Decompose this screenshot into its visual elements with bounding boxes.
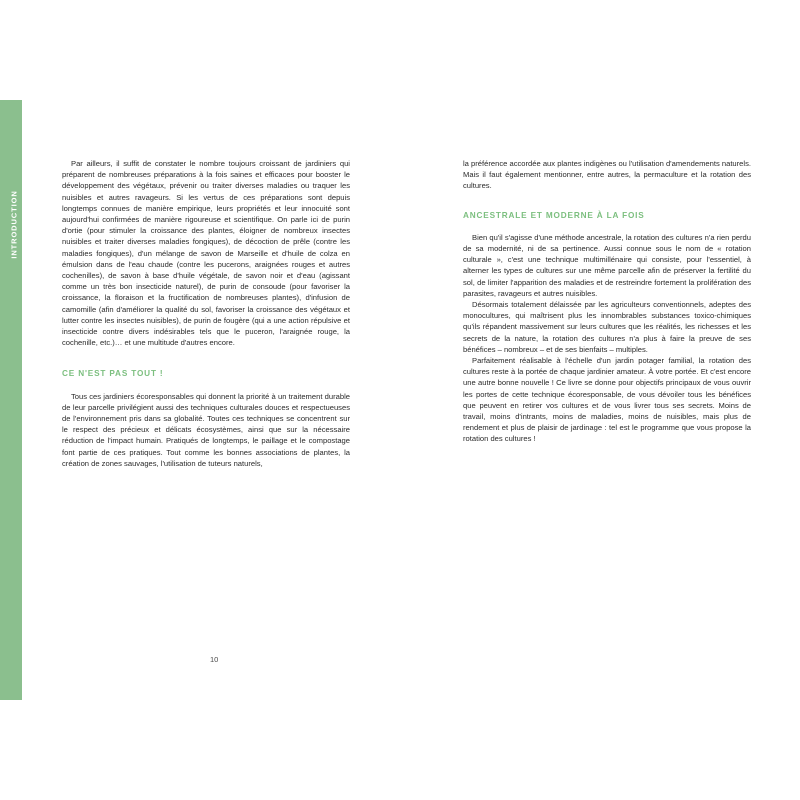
paragraph: Désormais totalement délaissée par les agriculteurs conventionnels, adeptes des monocultures, qui maîtrisent plus les innombrables substances toxico-chimiques qu'ils répandent massivement sur leurs cultures que les réalités, les richesses et les secrets de la nature, la rotation des cultures n'a plus à faire la preuve de ses bénéfices – nombreux – et de ses bienfaits – multiples. [463,300,751,354]
paragraph: Parfaitement réalisable à l'échelle d'un jardin potager familial, la rotation des cultures reste à la portée de chaque jardinier amateur. À votre portée. Et c'est encore une autre bonne nouvelle ! Ce livre se donne pour objectifs principaux de vous ouvrir les portes de cette technique écoresponsable, de vous dévoiler tous les bénéfices que peuvent en retirer vos cultures et de vous livrer tous ses secrets. Moins de travail, moins d'intrants, moins de maladies, moins de nuisibles, mais plus de rendement et plus de plaisir de jardinage : tel est le programme que vous propose la rotation des cultures ! [463,356,751,444]
right-page [411,0,800,800]
paragraph: Bien qu'il s'agisse d'une méthode ancestrale, la rotation des cultures n'a rien perdu de sa modernité, ni de sa pertinence. Aussi connue sous le nom de « rotation culturale », c'est une technique multimillénaire qui consiste, pour l'essentiel, à alterner les types de cultures sur une même parcelle afin de préserver la fertilité du sol, de limiter l'apparition des maladies et de restreindre fortement la prolifération des parasites, ravageurs et autres nuisibles. [463,232,751,298]
paragraph: Par ailleurs, il suffit de constater le nombre toujours croissant de jardiniers qui préparent de nombreuses préparations à la fois saines et efficaces pour booster le développement des végétaux, prévenir ou traiter diverses maladies ou traquer les nuisibles et autres ravageurs. Si les vertus de ces préparations sont depuis longtemps connues de manière empirique, leurs propriétés et leur innocuité sont aujourd'hui confirmées de manière rigoureuse et scientifique. On parle ici de purin d'ortie (pour stimuler la croissance des plantes, éloigner de nombreux insectes nuisibles et traiter diverses maladies fongiques), de décoction de prêle (contre les maladies fongiques), d'un mélange de savon de Marseille et d'huile de colza en émulsion dans de l'eau chaude (contre les pucerons, araignées rouges et autres cochenilles), de savon à base d'huile végétale, de savon noir et d'eau (agissant comme un très bon insecticide naturel), de purin de consoude (pour favoriser la croissance, la floraison et la fructification de nombreuses plantes), d'infusion de camomille (afin d'améliorer la qualité du sol, favoriser la croissance des végétaux et lutter contre les insectes nuisibles), de purin de fougère (qui a une action répulsive et insecticide contre divers indésirables tels que le puceron, l'araignée rouge, la cochenille, etc.)… et une multitude d'autres encore. [62,159,350,348]
section-heading-ancestrale-et-moderne: ANCESTRALE ET MODERNE À LA FOIS [463,210,645,220]
paragraph: la préférence accordée aux plantes indigènes ou l'utilisation d'amendements naturels. Mais il faut également mentionner, entre autres, la permaculture et la rotation des cultures. [463,159,751,191]
section-heading-ce-nest-pas-tout: CE N'EST PAS TOUT ! [62,369,164,379]
page-number: 10 [210,655,219,664]
paragraph: Tous ces jardiniers écoresponsables qui donnent la priorité à un traitement durable de leur parcelle privilégient aussi des techniques culturales douces et respectueuses de l'environnement pris dans sa globalité. Toutes ces techniques se concentrent sur le respect des précieux et délicats écosystèmes, ainsi que sur la nécessaire réduction de l'impact humain. Pratiqués de longtemps, le paillage et le compostage font partie de ces pratiques. Tout comme les bonnes associations de plantes, la création de zones sauvages, l'utilisation de tuteurs naturels, [62,391,350,468]
right-page-text-column [463,158,751,445]
chapter-edge-tab-label: INTRODUCTION [9,190,19,259]
chapter-edge-tab [0,100,22,700]
left-page [22,0,411,800]
left-page-text-column [62,158,350,469]
